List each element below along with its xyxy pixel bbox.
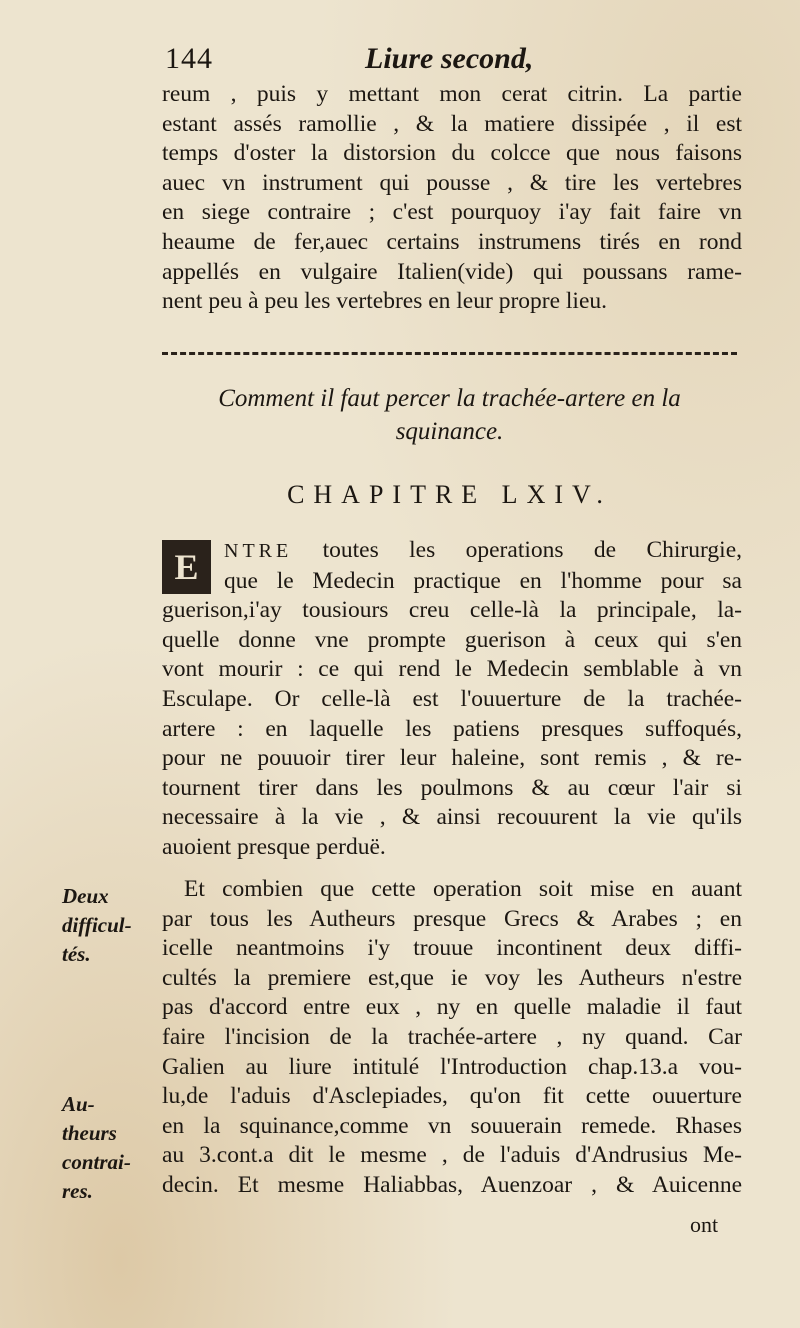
page-header (165, 42, 765, 82)
chapter-paragraph (162, 536, 742, 863)
running-title: Liure second, (365, 42, 534, 75)
margin-note-line: res. (62, 1179, 93, 1203)
margin-note-line: Au- (62, 1092, 95, 1116)
small-caps-word: NTRE (224, 540, 293, 562)
margin-note-line: theurs (62, 1121, 117, 1145)
text-line: artere : en laquelle les patiens presques suffoqués, (162, 715, 742, 742)
text-line: auec vn instrument qui pousse , & tire les vertebres (162, 169, 742, 196)
paragraph-continuation (162, 80, 742, 317)
text-line: auoient presque perduë. (162, 833, 386, 860)
margin-note-line: tés. (62, 942, 91, 966)
text-line: faire l'incision de la trachée-artere , ny quand. Car (162, 1023, 742, 1050)
text-line: pas d'accord entre eux , ny en quelle maladie il faut (162, 994, 742, 1021)
section-divider (162, 352, 737, 355)
text-line: vont mourir : ce qui rend le Medecin semblable à vn (162, 656, 742, 683)
margin-note (62, 1090, 131, 1206)
text-line: Galien au liure intitulé l'Introduction chap.13.a vou- (162, 1053, 742, 1080)
text-line: en siege contraire ; c'est pourquoy i'ay fait faire vn (162, 199, 742, 226)
text-line: au 3.cont.a dit le mesme , de l'aduis d'Andrusius Me- (162, 1142, 742, 1169)
text-line: icelle neantmoins i'y trouue incontinent deux diffi- (162, 935, 742, 962)
section-title-line: squinance. (395, 418, 504, 445)
text-line: Et combien que cette operation soit mise en auant (184, 876, 742, 902)
text-line: guerison,i'ay tousiours creu celle-là la principale, la- (162, 597, 742, 624)
text-line: lu,de l'aduis d'Asclepiades, qu'on fit cette ouuerture (162, 1083, 742, 1110)
text-line: temps d'oster la distorsion du colcce que nous faisons (162, 140, 742, 167)
chapter-heading: CHAPITRE LXIV. (287, 480, 612, 509)
text-line: appellés en vulgaire Italien(vide) qui poussans rame- (162, 258, 742, 285)
text-line: reum , puis y mettant mon cerat citrin. La partie (162, 81, 742, 107)
page-number: 144 (165, 42, 213, 75)
paragraph (162, 875, 742, 1201)
section-title-line: Comment il faut percer la trachée-artere en la (218, 385, 681, 412)
text-line: pour ne pouuoir tirer leur haleine, sont remis , & re- (162, 745, 742, 772)
text-line: par tous les Autheurs presque Grecs & Arabes ; en (162, 905, 742, 932)
text-line: quelle donne vne prompte guerison à ceux qui s'en (162, 626, 742, 653)
text-line: en la squinance,comme vn souuerain remede. Rhases (162, 1112, 742, 1139)
text-line: cultés la premiere est,que ie voy les Autheurs n'estre (162, 964, 742, 991)
text-line: decin. Et mesme Haliabbas, Auenzoar , & Auicenne (162, 1171, 742, 1198)
drop-cap: E (162, 540, 211, 594)
margin-note-line: difficul- (62, 913, 132, 937)
text-line: estant assés ramollie , & la matiere dissipée , il est (162, 110, 742, 137)
margin-note (62, 882, 132, 969)
text-line: nent peu à peu les vertebres en leur propre lieu. (162, 288, 608, 315)
section-title (162, 382, 737, 448)
margin-note-line: Deux (62, 884, 109, 908)
text-line: heaume de fer,auec certains instrumens tirés en rond (162, 228, 742, 255)
text-line: Esculape. Or celle-là est l'ouuerture de la trachée- (162, 685, 742, 712)
text-line (162, 536, 742, 567)
catchword: ont (690, 1212, 719, 1237)
text-run: toutes les operations de Chirurgie, (292, 537, 742, 563)
text-line: tournent tirer dans les poulmons & au cœur l'air si (162, 774, 742, 801)
text-line: que le Medecin practique en l'homme pour sa (224, 567, 742, 594)
margin-note-line: contrai- (62, 1150, 131, 1174)
text-line: necessaire à la vie , & ainsi recouurent la vie qu'ils (162, 804, 742, 831)
